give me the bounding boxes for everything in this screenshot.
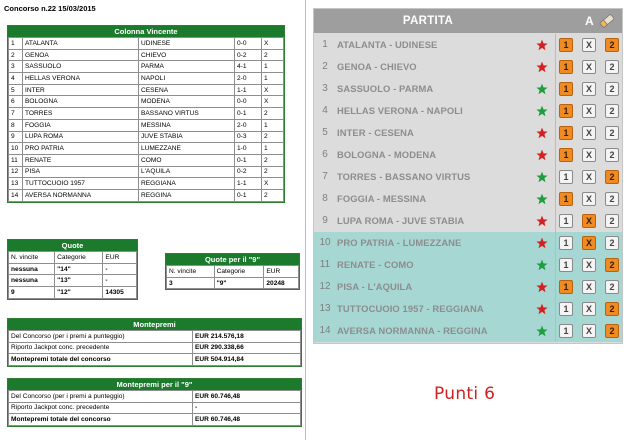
- pick-button-2[interactable]: 2: [605, 126, 619, 140]
- home-team: PISA: [23, 166, 139, 178]
- match-name: TORRES - BASSANO VIRTUS: [337, 171, 471, 182]
- match-name: SASSUOLO - PARMA: [337, 83, 434, 94]
- table-cell: 9: [9, 287, 55, 299]
- match-number: 2: [9, 49, 23, 61]
- prize-amount: EUR 504.914,84: [193, 354, 301, 366]
- divider: [555, 144, 556, 166]
- red-star-icon: [536, 303, 548, 315]
- match-number: 8: [322, 193, 328, 204]
- score: 0-3: [235, 131, 262, 143]
- table-row: [9, 119, 284, 131]
- away-team: NAPOLI: [139, 73, 235, 85]
- column-header: Categorie: [55, 252, 103, 264]
- sign: 2: [262, 154, 284, 166]
- pick-button-2[interactable]: 2: [605, 258, 619, 272]
- column-header: Categorie: [214, 266, 264, 278]
- match-number: 5: [322, 127, 328, 138]
- match-number: 6: [322, 149, 328, 160]
- match-number: 7: [9, 108, 23, 120]
- match-number: 7: [322, 171, 328, 182]
- partita-header: [314, 9, 622, 33]
- table-row: [9, 414, 301, 426]
- match-number: 12: [319, 281, 331, 292]
- prize-label: Del Concorso (per i premi a punteggio): [9, 391, 193, 403]
- table-row: [9, 61, 284, 73]
- away-team: REGGIANA: [139, 178, 235, 190]
- match-row: [314, 122, 622, 144]
- away-team: LUMEZZANE: [139, 143, 235, 155]
- eraser-icon[interactable]: [598, 12, 616, 29]
- divider: [555, 232, 556, 254]
- table-cell: -: [103, 275, 137, 287]
- pick-button-2[interactable]: 2: [605, 324, 619, 338]
- table-row: [9, 166, 284, 178]
- prize-label: Del Concorso (per i premi a punteggio): [9, 331, 193, 343]
- score: 0-1: [235, 154, 262, 166]
- column-header: N. vincite: [9, 252, 55, 264]
- red-star-icon: [536, 237, 548, 249]
- divider: [555, 56, 556, 78]
- match-row: [314, 144, 622, 166]
- pick-button-2[interactable]: 2: [605, 148, 619, 162]
- sign: 1: [262, 61, 284, 73]
- pick-button-x[interactable]: X: [582, 214, 596, 228]
- away-team: L'AQUILA: [139, 166, 235, 178]
- match-name: RENATE - COMO: [337, 259, 414, 270]
- pick-button-1[interactable]: 1: [559, 236, 573, 250]
- match-name: INTER - CESENA: [337, 127, 414, 138]
- prize-label: Riporto Jackpot conc. precedente: [9, 342, 193, 354]
- sign: 1: [262, 119, 284, 131]
- match-name: ATALANTA - UDINESE: [337, 39, 438, 50]
- table-cell: 14305: [103, 287, 137, 299]
- match-row: [314, 188, 622, 210]
- table-row: [9, 354, 301, 366]
- match-row: [314, 298, 622, 320]
- pick-button-x[interactable]: X: [582, 258, 596, 272]
- match-name: HELLAS VERONA - NAPOLI: [337, 105, 463, 116]
- sign: X: [262, 38, 284, 50]
- montepremi-title: Montepremi: [8, 319, 301, 330]
- match-row: [314, 56, 622, 78]
- table-header-row: [167, 266, 299, 278]
- pick-button-1[interactable]: 1: [559, 38, 573, 52]
- home-team: AVERSA NORMANNA: [23, 189, 139, 201]
- pick-button-x[interactable]: X: [582, 170, 596, 184]
- sign: X: [262, 96, 284, 108]
- home-team: TUTTOCUOIO 1957: [23, 178, 139, 190]
- red-star-icon: [536, 61, 548, 73]
- column-a-label: A: [585, 14, 594, 28]
- score: 1-1: [235, 84, 262, 96]
- sign: 2: [262, 49, 284, 61]
- divider: [555, 210, 556, 232]
- prize-amount: EUR 290.338,66: [193, 342, 301, 354]
- concorso-title: Concorso n.22 15/03/2015: [4, 4, 96, 13]
- pick-button-x[interactable]: X: [582, 236, 596, 250]
- match-name: BOLOGNA - MODENA: [337, 149, 437, 160]
- match-name: GENOA - CHIEVO: [337, 61, 417, 72]
- column-header: EUR: [103, 252, 137, 264]
- match-number: 12: [9, 166, 23, 178]
- match-number: 10: [319, 237, 331, 248]
- montepremi-9-title: Montepremi per il "9": [8, 379, 301, 390]
- table-cell: -: [103, 263, 137, 275]
- match-number: 2: [322, 61, 328, 72]
- pick-button-x[interactable]: X: [582, 280, 596, 294]
- schedina-panel: [313, 8, 623, 344]
- montepremi-table: [8, 330, 301, 366]
- divider: [555, 188, 556, 210]
- score: 2-0: [235, 119, 262, 131]
- pick-button-1[interactable]: 1: [559, 280, 573, 294]
- table-row: [9, 131, 284, 143]
- table-row: [9, 275, 137, 287]
- table-row: [9, 108, 284, 120]
- home-team: PRO PATRIA: [23, 143, 139, 155]
- score: 1-1: [235, 178, 262, 190]
- table-cell: "13": [55, 275, 103, 287]
- sign: 1: [262, 143, 284, 155]
- pick-button-1[interactable]: 1: [559, 324, 573, 338]
- match-number: 1: [9, 38, 23, 50]
- quote-9-title: Quote per il "9": [166, 254, 299, 265]
- match-name: AVERSA NORMANNA - REGGINA: [337, 325, 488, 336]
- home-team: SASSUOLO: [23, 61, 139, 73]
- table-cell: "14": [55, 263, 103, 275]
- prize-amount: EUR 60.746,48: [193, 391, 301, 403]
- divider: [555, 34, 556, 56]
- match-name: FOGGIA - MESSINA: [337, 193, 427, 204]
- table-row: [9, 73, 284, 85]
- divider: [555, 100, 556, 122]
- divider: [555, 122, 556, 144]
- match-row: [314, 166, 622, 188]
- column-header: N. vincite: [167, 266, 215, 278]
- away-team: MESSINA: [139, 119, 235, 131]
- home-team: FOGGIA: [23, 119, 139, 131]
- match-name: LUPA ROMA - JUVE STABIA: [337, 215, 465, 226]
- divider: [555, 298, 556, 320]
- sign: X: [262, 178, 284, 190]
- match-row: [314, 254, 622, 276]
- sign: 2: [262, 108, 284, 120]
- match-name: PRO PATRIA - LUMEZZANE: [337, 237, 462, 248]
- sign: 2: [262, 189, 284, 201]
- score: 1-0: [235, 143, 262, 155]
- pick-button-1[interactable]: 1: [559, 60, 573, 74]
- score: 4-1: [235, 61, 262, 73]
- green-star-icon: [536, 259, 548, 271]
- table-cell: 3: [167, 277, 215, 289]
- match-number: 11: [319, 259, 331, 270]
- green-star-icon: [536, 83, 548, 95]
- pick-button-2[interactable]: 2: [605, 214, 619, 228]
- pick-button-x[interactable]: X: [582, 126, 596, 140]
- table-cell: nessuna: [9, 275, 55, 287]
- pick-button-1[interactable]: 1: [559, 192, 573, 206]
- match-number: 13: [9, 178, 23, 190]
- match-number: 6: [9, 96, 23, 108]
- prize-amount: EUR 60.746,48: [193, 414, 301, 426]
- score: 0-2: [235, 166, 262, 178]
- colonna-vincente-title: Colonna Vincente: [8, 26, 284, 37]
- pick-button-1[interactable]: 1: [559, 148, 573, 162]
- pick-button-2[interactable]: 2: [605, 302, 619, 316]
- score: 2-0: [235, 73, 262, 85]
- match-number: 4: [322, 105, 328, 116]
- colonna-vincente-table: [8, 37, 284, 202]
- divider: [555, 276, 556, 298]
- divider: [555, 254, 556, 276]
- pick-button-2[interactable]: 2: [605, 192, 619, 206]
- divider: [555, 166, 556, 188]
- colonna-vincente-box: [7, 25, 285, 203]
- prize-label: Montepremi totale del concorso: [9, 354, 193, 366]
- pick-button-2[interactable]: 2: [605, 104, 619, 118]
- table-cell: nessuna: [9, 263, 55, 275]
- pick-button-1[interactable]: 1: [559, 302, 573, 316]
- home-team: BOLOGNA: [23, 96, 139, 108]
- table-row: [9, 287, 137, 299]
- pick-button-x[interactable]: X: [582, 324, 596, 338]
- table-row: [9, 154, 284, 166]
- pick-button-2[interactable]: 2: [605, 38, 619, 52]
- pick-button-2[interactable]: 2: [605, 82, 619, 96]
- prize-label: Riporto Jackpot conc. precedente: [9, 402, 193, 414]
- table-row: [9, 342, 301, 354]
- match-number: 1: [322, 39, 328, 50]
- table-row: [9, 38, 284, 50]
- sign: X: [262, 84, 284, 96]
- pick-button-x[interactable]: X: [582, 148, 596, 162]
- match-number: 14: [9, 189, 23, 201]
- away-team: PARMA: [139, 61, 235, 73]
- quote-title: Quote: [8, 240, 137, 251]
- home-team: HELLAS VERONA: [23, 73, 139, 85]
- green-star-icon: [536, 171, 548, 183]
- table-row: [9, 84, 284, 96]
- match-number: 8: [9, 119, 23, 131]
- match-number: 9: [9, 131, 23, 143]
- home-team: GENOA: [23, 49, 139, 61]
- divider: [555, 78, 556, 100]
- sign: 2: [262, 166, 284, 178]
- away-team: COMO: [139, 154, 235, 166]
- red-star-icon: [536, 127, 548, 139]
- score: 0-1: [235, 189, 262, 201]
- match-number: 9: [322, 215, 328, 226]
- pick-button-x[interactable]: X: [582, 302, 596, 316]
- pick-button-2[interactable]: 2: [605, 236, 619, 250]
- table-cell: 20248: [264, 277, 299, 289]
- match-name: PISA - L'AQUILA: [337, 281, 413, 292]
- match-row: [314, 78, 622, 100]
- prize-amount: -: [193, 402, 301, 414]
- match-row: [314, 210, 622, 232]
- match-number: 11: [9, 154, 23, 166]
- away-team: CESENA: [139, 84, 235, 96]
- table-row: [9, 402, 301, 414]
- pick-button-1[interactable]: 1: [559, 82, 573, 96]
- table-row: [9, 178, 284, 190]
- table-header-row: [9, 252, 137, 264]
- pick-button-x[interactable]: X: [582, 60, 596, 74]
- pick-button-x[interactable]: X: [582, 192, 596, 206]
- pick-button-x[interactable]: X: [582, 82, 596, 96]
- table-cell: "9": [214, 277, 264, 289]
- table-row: [9, 331, 301, 343]
- sign: 2: [262, 131, 284, 143]
- green-star-icon: [536, 325, 548, 337]
- away-team: MODENA: [139, 96, 235, 108]
- table-row: [9, 391, 301, 403]
- home-team: LUPA ROMA: [23, 131, 139, 143]
- match-number: 13: [319, 303, 331, 314]
- table-row: [9, 49, 284, 61]
- pick-button-2[interactable]: 2: [605, 170, 619, 184]
- match-row: [314, 100, 622, 122]
- divider: [555, 320, 556, 342]
- away-team: REGGINA: [139, 189, 235, 201]
- score: 0-0: [235, 96, 262, 108]
- red-star-icon: [536, 281, 548, 293]
- match-number: 3: [9, 61, 23, 73]
- red-star-icon: [536, 39, 548, 51]
- away-team: CHIEVO: [139, 49, 235, 61]
- pick-button-2[interactable]: 2: [605, 60, 619, 74]
- table-row: [9, 96, 284, 108]
- green-star-icon: [536, 193, 548, 205]
- prize-amount: EUR 214.576,18: [193, 331, 301, 343]
- pick-button-2[interactable]: 2: [605, 280, 619, 294]
- home-team: INTER: [23, 84, 139, 96]
- match-row: [314, 232, 622, 254]
- pick-button-1[interactable]: 1: [559, 258, 573, 272]
- match-number: 10: [9, 143, 23, 155]
- away-team: BASSANO VIRTUS: [139, 108, 235, 120]
- red-star-icon: [536, 149, 548, 161]
- montepremi-9-table: [8, 390, 301, 426]
- away-team: UDINESE: [139, 38, 235, 50]
- pick-button-1[interactable]: 1: [559, 104, 573, 118]
- score: 0-2: [235, 49, 262, 61]
- red-star-icon: [536, 215, 548, 227]
- quote-9-table: [166, 265, 299, 289]
- home-team: TORRES: [23, 108, 139, 120]
- prize-label: Montepremi totale del concorso: [9, 414, 193, 426]
- match-name: TUTTOCUOIO 1957 - REGGIANA: [337, 303, 484, 314]
- away-team: JUVE STABIA: [139, 131, 235, 143]
- pick-button-x[interactable]: X: [582, 104, 596, 118]
- home-team: ATALANTA: [23, 38, 139, 50]
- results-panel: [0, 0, 306, 440]
- quote-box: [7, 239, 138, 300]
- match-row: [314, 320, 622, 342]
- table-row: [167, 277, 299, 289]
- sign: 1: [262, 73, 284, 85]
- match-number: 4: [9, 73, 23, 85]
- pick-button-1[interactable]: 1: [559, 170, 573, 184]
- montepremi-box: [7, 318, 302, 367]
- match-number: 3: [322, 83, 328, 94]
- pick-button-1[interactable]: 1: [559, 214, 573, 228]
- table-row: [9, 143, 284, 155]
- table-row: [9, 189, 284, 201]
- score: 0-0: [235, 38, 262, 50]
- match-number: 5: [9, 84, 23, 96]
- montepremi-9-box: [7, 378, 302, 427]
- home-team: RENATE: [23, 154, 139, 166]
- match-row: [314, 34, 622, 56]
- result-points: Punti 6: [434, 384, 496, 404]
- pick-button-x[interactable]: X: [582, 38, 596, 52]
- match-number: 14: [319, 325, 331, 336]
- quote-9-box: [165, 253, 300, 290]
- green-star-icon: [536, 105, 548, 117]
- table-row: [9, 263, 137, 275]
- score: 0-1: [235, 108, 262, 120]
- partita-title: PARTITA: [402, 15, 454, 27]
- pick-button-1[interactable]: 1: [559, 126, 573, 140]
- column-header: EUR: [264, 266, 299, 278]
- quote-table: [8, 251, 137, 299]
- match-row: [314, 276, 622, 298]
- table-cell: "12": [55, 287, 103, 299]
